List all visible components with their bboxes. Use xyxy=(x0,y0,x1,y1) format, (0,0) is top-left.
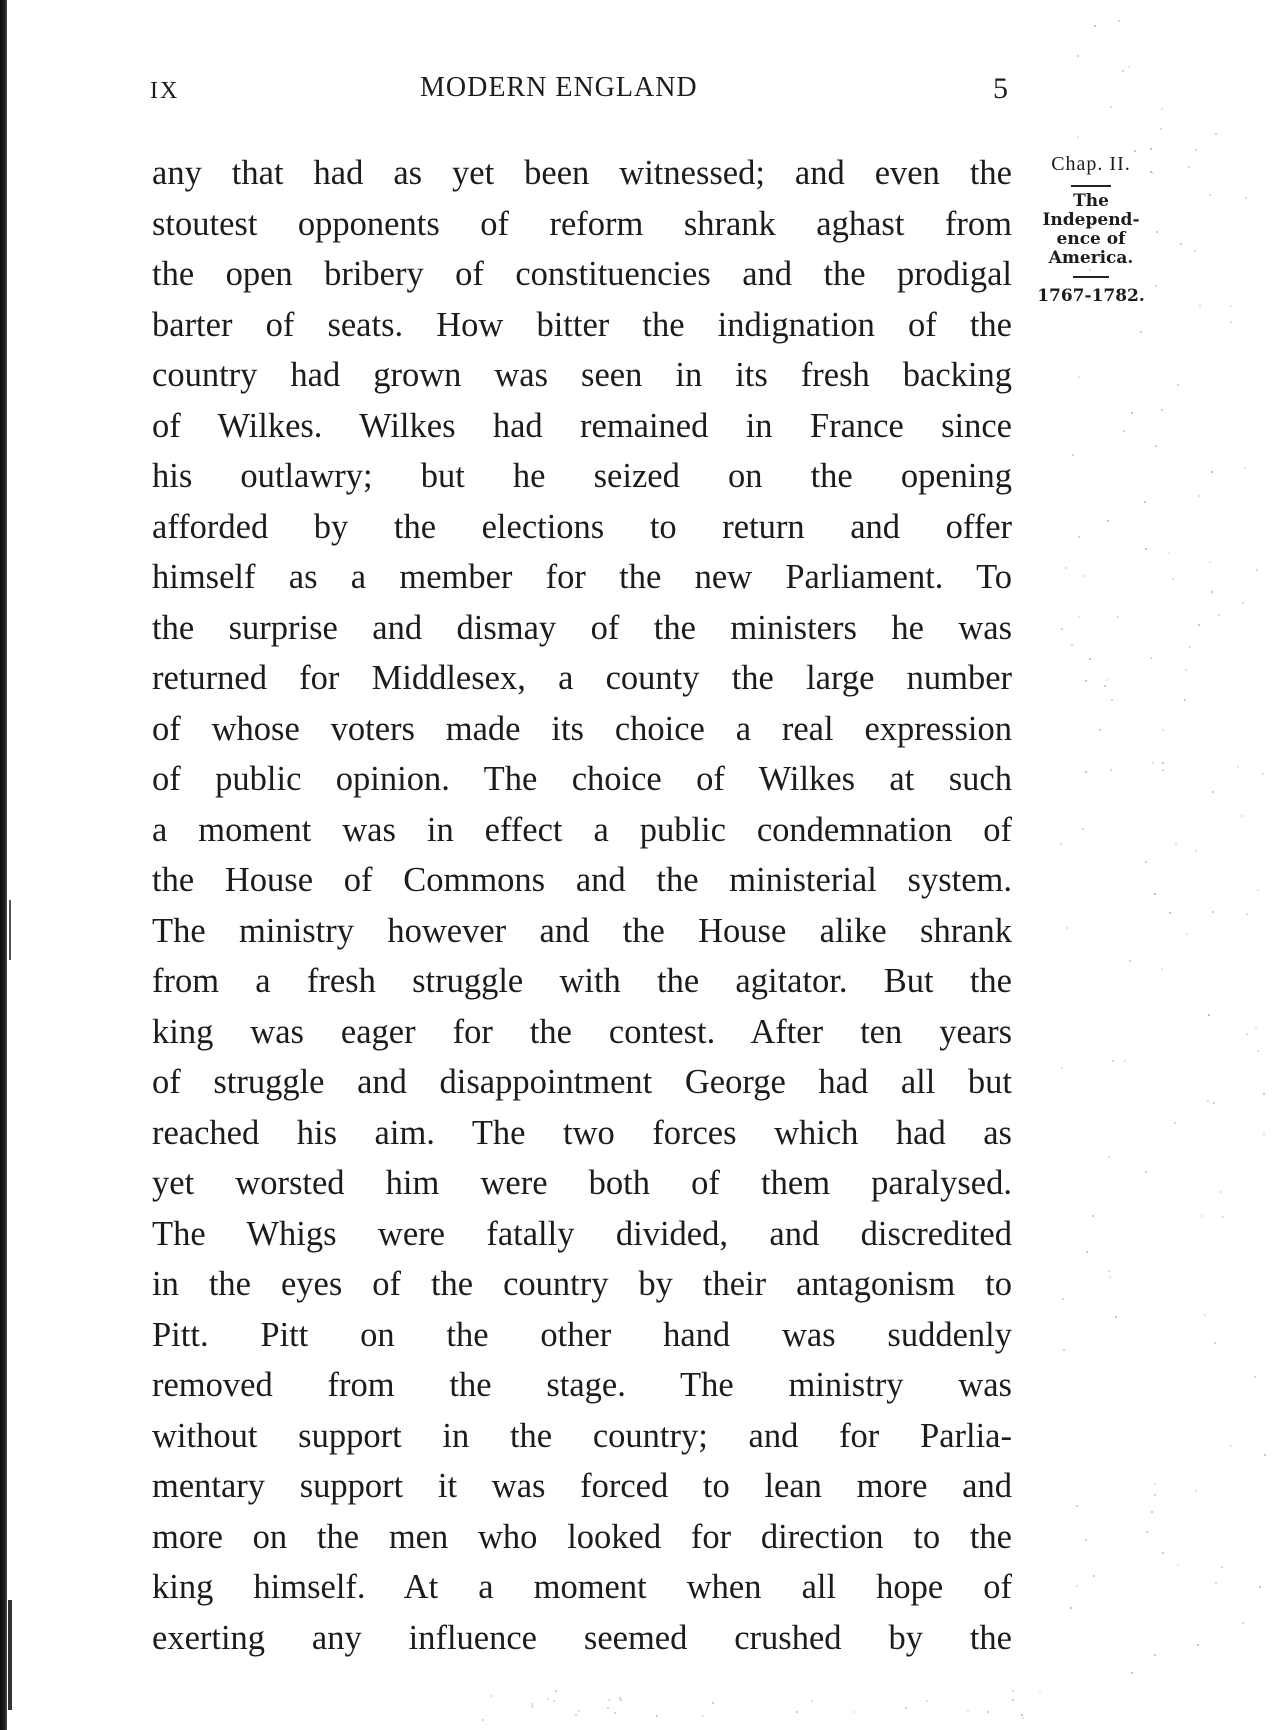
noise-speck xyxy=(1123,430,1125,432)
text-line: yet worsted him were both of them paralysed. xyxy=(152,1164,1012,1202)
noise-speck xyxy=(1162,729,1164,731)
noise-speck xyxy=(1207,1100,1209,1102)
noise-speck xyxy=(1146,1531,1148,1533)
noise-speck xyxy=(1211,471,1213,473)
noise-speck xyxy=(1104,685,1106,687)
text-line: himself as a member for the new Parliament. To xyxy=(152,558,1012,596)
noise-speck xyxy=(1160,128,1162,130)
text-line: stoutest opponents of reform shrank aghast from xyxy=(152,204,1012,243)
noise-speck xyxy=(1093,1575,1095,1577)
page-number: 5 xyxy=(993,72,1008,105)
text-line: king himself. At a moment when all hope of xyxy=(152,1568,1012,1606)
noise-speck xyxy=(1154,1494,1156,1496)
text-line: without support in the country; and for Parlia- xyxy=(152,1416,1012,1455)
text-line: exerting any influence seemed crushed by the xyxy=(152,1618,1012,1657)
noise-speck xyxy=(1061,628,1063,630)
noise-speck xyxy=(1161,108,1163,110)
binding-speck xyxy=(8,1600,12,1710)
noise-speck xyxy=(1145,1171,1147,1173)
noise-speck xyxy=(1168,552,1170,554)
chapter-numeral: IX xyxy=(150,78,180,104)
noise-speck xyxy=(1154,893,1156,895)
noise-speck xyxy=(1215,133,1217,135)
noise-speck xyxy=(1124,1060,1126,1062)
noise-speck xyxy=(926,1700,928,1702)
noise-speck xyxy=(1259,1586,1261,1588)
noise-speck xyxy=(1085,680,1087,682)
noise-speck xyxy=(1082,828,1084,830)
noise-speck xyxy=(656,1715,658,1717)
noise-speck xyxy=(1145,548,1147,550)
noise-speck xyxy=(1209,561,1211,563)
noise-speck xyxy=(1162,1552,1164,1554)
noise-speck xyxy=(1106,679,1108,681)
noise-speck xyxy=(1244,467,1246,469)
noise-speck xyxy=(905,1707,907,1709)
binding-speck xyxy=(9,900,11,960)
marginal-sidenote xyxy=(1036,153,1146,306)
noise-speck xyxy=(1109,1276,1111,1278)
noise-speck xyxy=(1186,933,1188,935)
noise-speck xyxy=(853,1711,855,1713)
noise-speck xyxy=(1161,409,1163,411)
noise-speck xyxy=(1189,646,1191,648)
noise-speck xyxy=(1065,567,1067,569)
noise-speck xyxy=(1245,197,1247,199)
noise-speck xyxy=(1150,148,1152,150)
noise-speck xyxy=(1177,1564,1179,1566)
noise-speck xyxy=(1263,1093,1265,1095)
noise-speck xyxy=(1076,1505,1078,1507)
noise-speck xyxy=(1154,1654,1156,1656)
text-line: The ministry however and the House alike shrank xyxy=(152,911,1012,950)
text-line: country had grown was seen in its fresh backing xyxy=(152,356,1012,394)
noise-speck xyxy=(1150,657,1152,659)
sidenote-topic-line: ence of xyxy=(1056,229,1126,249)
noise-speck xyxy=(1110,769,1112,771)
text-line: The Whigs were fatally divided, and discredited xyxy=(152,1214,1012,1253)
noise-speck xyxy=(1117,616,1119,618)
text-line: any that had as yet been witnessed; and even the xyxy=(152,154,1012,192)
text-line: returned for Middlesex, a county the large number xyxy=(152,659,1012,697)
noise-speck xyxy=(1156,231,1158,233)
text-line: the surprise and dismay of the ministers he was xyxy=(152,608,1012,647)
noise-speck xyxy=(1213,1102,1215,1104)
text-line: king was eager for the contest. After ten years xyxy=(152,1012,1012,1051)
page-binding-edge xyxy=(0,0,7,1730)
noise-speck xyxy=(1195,149,1197,151)
noise-speck xyxy=(1180,243,1182,245)
noise-speck xyxy=(1071,644,1073,646)
noise-speck xyxy=(1212,911,1214,913)
noise-speck xyxy=(1092,1215,1094,1217)
noise-speck xyxy=(1022,1717,1024,1719)
noise-speck xyxy=(620,1699,622,1701)
body-text xyxy=(152,148,1012,1663)
noise-speck xyxy=(1198,624,1200,626)
noise-speck xyxy=(482,1719,484,1721)
noise-speck xyxy=(1110,106,1112,108)
noise-speck xyxy=(1200,1215,1202,1217)
noise-speck xyxy=(1208,1014,1210,1016)
noise-speck xyxy=(1115,1316,1117,1318)
running-header xyxy=(150,72,1010,112)
noise-speck xyxy=(1099,729,1101,731)
noise-speck xyxy=(1214,1342,1216,1344)
noise-speck xyxy=(1257,1050,1259,1052)
noise-speck xyxy=(1212,791,1214,793)
noise-speck xyxy=(1185,669,1187,671)
noise-speck xyxy=(553,1700,555,1702)
noise-speck xyxy=(1198,495,1200,497)
noise-speck xyxy=(1215,1582,1217,1584)
noise-speck xyxy=(1066,927,1068,929)
noise-speck xyxy=(1218,614,1220,616)
noise-speck xyxy=(608,1699,610,1701)
noise-speck xyxy=(811,1700,813,1702)
sidenote-topic-line: Independ- xyxy=(1042,210,1140,230)
sidenote-chapter: Chap. II. xyxy=(1051,153,1131,175)
noise-speck xyxy=(1012,1699,1014,1701)
text-line: a moment was in effect a public condemnation of xyxy=(152,810,1012,849)
noise-speck xyxy=(1078,536,1080,538)
sidenote-rule xyxy=(1073,276,1109,278)
noise-speck xyxy=(1089,658,1091,660)
noise-speck xyxy=(1131,1672,1133,1674)
text-line: from a fresh struggle with the agitator. But the xyxy=(152,962,1012,1000)
text-line: of Wilkes. Wilkes had remained in France since xyxy=(152,406,1012,445)
noise-speck xyxy=(1060,843,1062,845)
noise-speck xyxy=(1086,1251,1088,1253)
noise-speck xyxy=(1140,331,1142,333)
noise-speck xyxy=(614,1712,616,1714)
noise-speck xyxy=(1177,384,1179,386)
noise-speck xyxy=(1262,773,1264,775)
noise-speck xyxy=(1246,1033,1248,1035)
noise-speck xyxy=(1151,1511,1153,1513)
noise-speck xyxy=(578,1710,580,1712)
noise-speck xyxy=(712,1702,714,1704)
noise-speck xyxy=(1211,591,1213,593)
noise-speck xyxy=(987,1711,989,1713)
noise-speck xyxy=(1241,815,1243,817)
text-line: afforded by the elections to return and offer xyxy=(152,507,1012,546)
noise-speck xyxy=(1155,445,1157,447)
noise-speck xyxy=(1162,769,1164,771)
text-line: Pitt. Pitt on the other hand was suddenly xyxy=(152,1315,1012,1354)
noise-speck xyxy=(575,1714,577,1716)
text-line: in the eyes of the country by their antagonism to xyxy=(152,1265,1012,1303)
noise-speck xyxy=(1094,25,1096,27)
noise-speck xyxy=(1242,1622,1244,1624)
sidenote-topic-line: America. xyxy=(1048,248,1134,268)
noise-speck xyxy=(1108,1270,1110,1272)
text-line: reached his aim. The two forces which had as xyxy=(152,1113,1012,1152)
noise-speck xyxy=(1199,305,1201,307)
sidenote-dates: 1767-1782. xyxy=(1037,286,1145,306)
text-line: barter of seats. How bitter the indignation of the xyxy=(152,305,1012,344)
noise-speck xyxy=(1085,1539,1087,1541)
noise-speck xyxy=(532,1705,534,1707)
noise-speck xyxy=(490,1695,492,1697)
noise-speck xyxy=(1155,285,1157,287)
noise-speck xyxy=(1083,575,1085,577)
text-line: removed from the stage. The ministry was xyxy=(152,1366,1012,1404)
noise-speck xyxy=(1152,762,1154,764)
noise-speck xyxy=(1077,55,1079,57)
noise-speck xyxy=(1246,913,1248,915)
noise-speck xyxy=(1220,1191,1222,1193)
text-line: of whose voters made its choice a real expression xyxy=(152,709,1012,748)
noise-speck xyxy=(1222,1216,1224,1218)
noise-speck xyxy=(1184,699,1186,701)
noise-speck xyxy=(1263,1133,1265,1135)
noise-speck xyxy=(1237,766,1239,768)
noise-speck xyxy=(1152,172,1154,174)
noise-speck xyxy=(1122,70,1124,72)
noise-speck xyxy=(1209,194,1211,196)
noise-speck xyxy=(1144,501,1146,503)
noise-speck xyxy=(1256,569,1258,571)
text-line: more on the men who looked for direction to the xyxy=(152,1517,1012,1556)
noise-speck xyxy=(555,1690,557,1692)
noise-speck xyxy=(1111,699,1113,701)
noise-speck xyxy=(1154,1483,1156,1485)
text-line: mentary support it was forced to lean more and xyxy=(152,1467,1012,1505)
noise-speck xyxy=(1264,1454,1266,1456)
noise-speck xyxy=(1129,960,1131,962)
noise-speck xyxy=(1118,20,1120,22)
noise-speck xyxy=(1112,1060,1114,1062)
noise-speck xyxy=(1128,66,1130,68)
sidenote-rule xyxy=(1071,185,1111,187)
running-title: MODERN ENGLAND xyxy=(420,72,698,103)
noise-speck xyxy=(1174,1122,1176,1124)
text-line: the open bribery of constituencies and the prodigal xyxy=(152,255,1012,293)
text-line: of struggle and disappointment George had all but xyxy=(152,1063,1012,1101)
noise-speck xyxy=(1107,520,1109,522)
noise-speck xyxy=(1254,1376,1256,1378)
noise-speck xyxy=(1188,166,1190,168)
noise-speck xyxy=(1221,1566,1223,1568)
noise-speck xyxy=(1012,1690,1014,1692)
noise-speck xyxy=(1145,861,1147,863)
noise-speck xyxy=(796,1711,798,1713)
noise-speck xyxy=(1195,850,1197,852)
noise-speck xyxy=(1062,1298,1064,1300)
noise-speck xyxy=(1230,321,1232,323)
noise-speck xyxy=(1131,412,1133,414)
noise-speck xyxy=(967,1710,969,1712)
noise-speck xyxy=(1078,376,1080,378)
noise-speck xyxy=(1162,762,1164,764)
noise-speck xyxy=(1039,1690,1041,1692)
noise-speck xyxy=(1061,1067,1063,1069)
noise-speck xyxy=(1085,771,1087,773)
noise-speck xyxy=(1242,602,1244,604)
noise-speck xyxy=(1063,1349,1065,1351)
noise-speck xyxy=(1172,578,1174,580)
noise-speck xyxy=(702,1715,704,1717)
noise-speck xyxy=(1255,1027,1257,1029)
text-line: his outlawry; but he seized on the opening xyxy=(152,457,1012,495)
text-line: the House of Commons and the ministerial system. xyxy=(152,861,1012,899)
noise-speck xyxy=(1194,250,1196,252)
noise-speck xyxy=(547,1698,549,1700)
noise-speck xyxy=(1077,136,1079,138)
noise-speck xyxy=(1230,305,1232,307)
noise-speck xyxy=(1108,1156,1110,1158)
text-line: of public opinion. The choice of Wilkes at such xyxy=(152,760,1012,798)
noise-speck xyxy=(1257,889,1259,891)
noise-speck xyxy=(1072,454,1074,456)
noise-speck xyxy=(1175,843,1177,845)
noise-speck xyxy=(1076,1585,1078,1587)
sidenote-topic-line: The xyxy=(1073,191,1109,211)
noise-speck xyxy=(1070,1607,1072,1609)
noise-speck xyxy=(1197,1644,1199,1646)
noise-speck xyxy=(1230,1445,1232,1447)
noise-speck xyxy=(1161,968,1163,970)
noise-speck xyxy=(1078,616,1080,618)
noise-speck xyxy=(1169,912,1171,914)
noise-speck xyxy=(1204,1314,1206,1316)
noise-speck xyxy=(607,1707,609,1709)
noise-speck xyxy=(1195,1490,1197,1492)
noise-speck xyxy=(1021,1714,1023,1716)
